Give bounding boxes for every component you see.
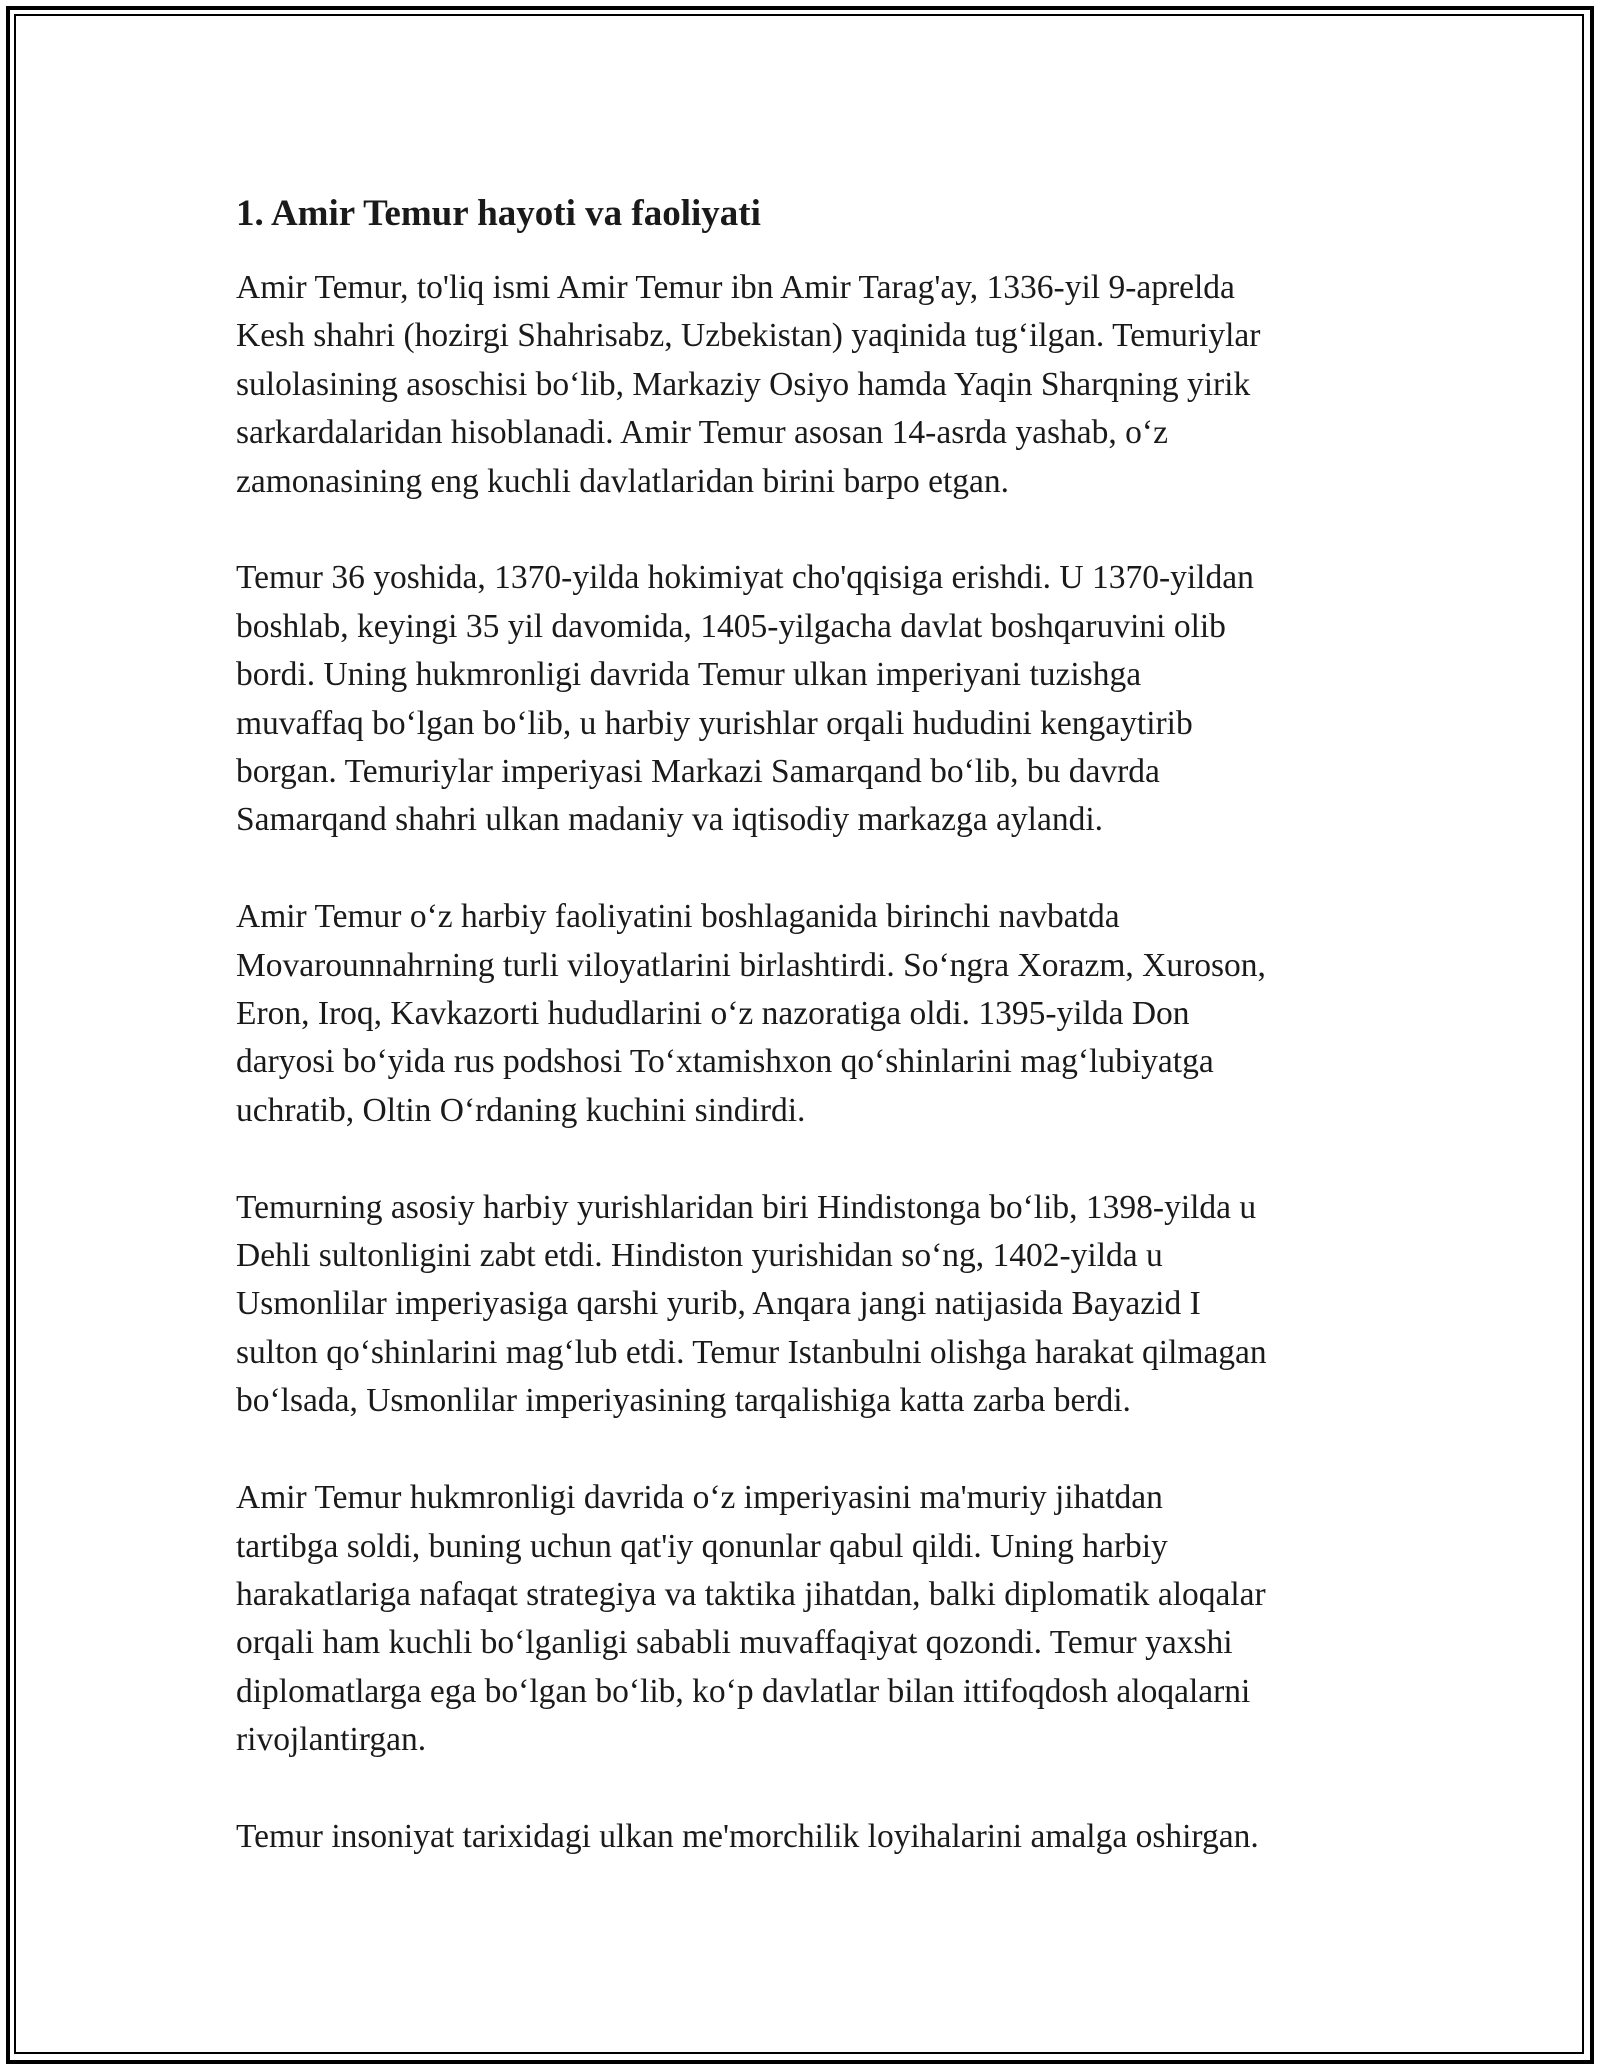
text-line: Temur insoniyat tarixidagi ulkan me'morchilik loyihalarini amalga oshirgan. — [236, 1817, 1259, 1855]
text-line: borgan. Temuriylar imperiyasi Markazi Samarqand bo‘lib, bu davrda — [236, 753, 1160, 791]
paragraph-6 — [236, 1813, 1386, 1861]
text-line: rivojlantirgan. — [236, 1721, 427, 1759]
text-line: Usmonlilar imperiyasiga qarshi yurib, Anqara jangi natijasida Bayazid I — [236, 1285, 1201, 1323]
text-line: Movarounnahrning turli viloyatlarini birlashtirdi. So‘ngra Xorazm, Xuroson, — [236, 946, 1266, 984]
text-line: Amir Temur, to'liq ismi Amir Temur ibn Amir Tarag'ay, 1336-yil 9-aprelda — [236, 269, 1235, 306]
paragraph-4 — [236, 1184, 1386, 1426]
text-line: boshlab, keyingi 35 yil davomida, 1405-yilgacha davlat boshqaruvini olib — [236, 607, 1226, 645]
text-line: diplomatlarga ega bo‘lgan bo‘lib, ko‘p davlatlar bilan ittifoqdosh aloqalarni — [236, 1672, 1251, 1710]
text-line: Dehli sultonligini zabt etdi. Hindiston yurishidan so‘ng, 1402-yilda u — [236, 1237, 1163, 1275]
text-line: Amir Temur hukmronligi davrida o‘z imperiyasini ma'muriy jihatdan — [236, 1479, 1163, 1517]
paragraph-5 — [236, 1474, 1386, 1764]
text-line: bordi. Uning hukmronligi davrida Temur ulkan imperiyani tuzishga — [236, 656, 1142, 694]
text-line: harakatlariga nafaqat strategiya va taktika jihatdan, balki diplomatik aloqalar — [236, 1575, 1266, 1613]
text-line: Temur 36 yoshida, 1370-yilda hokimiyat cho'qqisiga erishdi. U 1370-yildan — [236, 559, 1254, 597]
text-line: Kesh shahri (hozirgi Shahrisabz, Uzbekistan) yaqinida tug‘ilgan. Temuriylar — [236, 317, 1261, 355]
text-line: Amir Temur o‘z harbiy faoliyatini boshlaganida birinchi navbatda — [236, 898, 1120, 936]
text-line: muvaffaq bo‘lgan bo‘lib, u harbiy yurishlar orqali hududini kengaytirib — [236, 704, 1193, 742]
text-line: Temurning asosiy harbiy yurishlaridan biri Hindistonga bo‘lib, 1398-yilda u — [236, 1188, 1257, 1226]
section-title: 1. Amir Temur hayoti va faoliyati — [236, 193, 761, 234]
text-line: sulolasining asoschisi bo‘lib, Markaziy Osiyo hamda Yaqin Sharqning yirik — [236, 365, 1251, 403]
text-line: orqali ham kuchli bo‘lganligi sababli muvaffaqiyat qozondi. Temur yaxshi — [236, 1624, 1233, 1662]
text-line: sulton qo‘shinlarini mag‘lub etdi. Temur Istanbulni olishga harakat qilmagan — [236, 1333, 1267, 1371]
document-body — [236, 190, 1386, 1910]
text-line: Samarqand shahri ulkan madaniy va iqtisodiy markazga aylandi. — [236, 801, 1104, 839]
text-line: sarkardalaridan hisoblanadi. Amir Temur asosan 14-asrda yashab, o‘z — [236, 414, 1168, 452]
text-line: tartibga soldi, buning uchun qat'iy qonunlar qabul qildi. Uning harbiy — [236, 1527, 1168, 1565]
text-line: Eron, Iroq, Kavkazorti hududlarini o‘z nazoratiga oldi. 1395-yilda Don — [236, 995, 1190, 1033]
text-line: daryosi bo‘yida rus podshosi To‘xtamishxon qo‘shinlarini mag‘lubiyatga — [236, 1043, 1214, 1081]
paragraph-2 — [236, 554, 1386, 844]
text-line: zamonasining eng kuchli davlatlaridan birini barpo etgan. — [236, 462, 1010, 500]
text-line: bo‘lsada, Usmonlilar imperiyasining tarqalishiga katta zarba berdi. — [236, 1382, 1131, 1420]
paragraph-3 — [236, 893, 1386, 1135]
text-line: uchratib, Oltin O‘rdaning kuchini sindirdi. — [236, 1091, 806, 1129]
paragraph-1 — [236, 264, 1386, 506]
